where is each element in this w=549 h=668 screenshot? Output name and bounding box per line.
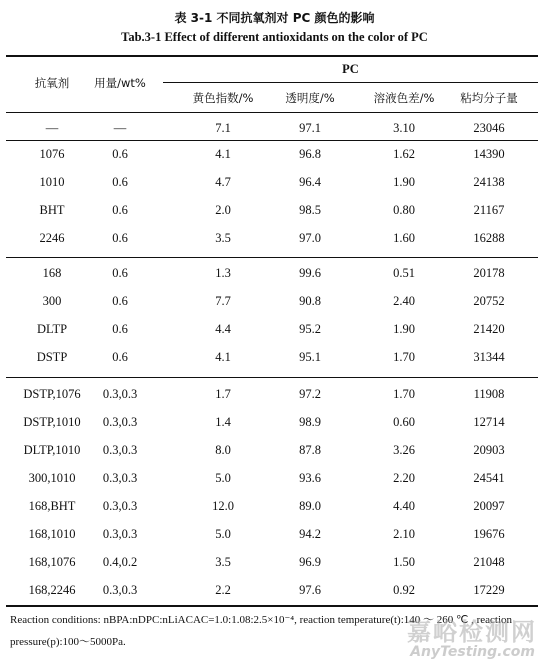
cell-viscosity-mw: 23046 — [473, 121, 505, 135]
cell-color-difference: 1.70 — [393, 387, 415, 401]
cell-transmittance: 96.9 — [299, 555, 321, 569]
cell-antioxidant: DLTP — [36, 322, 68, 336]
cell-color-difference: 1.62 — [393, 147, 415, 161]
cell-color-difference: 1.70 — [393, 350, 415, 364]
table-row — [0, 196, 549, 224]
cell-dosage: 0.6 — [112, 231, 128, 245]
cell-viscosity-mw: 19676 — [473, 527, 505, 541]
group-divider-rule — [6, 140, 538, 141]
cell-transmittance: 97.6 — [299, 583, 321, 597]
cell-transmittance: 95.2 — [299, 322, 321, 336]
table-row — [0, 259, 549, 287]
table-row — [0, 140, 549, 168]
watermark-logo-en: AnyTesting.com — [410, 644, 535, 660]
cell-dosage: 0.6 — [112, 294, 128, 308]
cell-color-difference: 2.40 — [393, 294, 415, 308]
cell-viscosity-mw: 31344 — [473, 350, 505, 364]
cell-color-difference: 2.20 — [393, 471, 415, 485]
cell-yellow-index: 5.0 — [215, 527, 231, 541]
cell-antioxidant: 300,1010 — [28, 471, 76, 485]
cell-antioxidant: 300 — [42, 294, 62, 308]
cell-yellow-index: 2.0 — [215, 203, 231, 217]
table-row — [0, 548, 549, 576]
cell-yellow-index: 3.5 — [215, 555, 231, 569]
cell-dosage: 0.3,0.3 — [102, 415, 138, 429]
cell-viscosity-mw: 24541 — [473, 471, 505, 485]
cell-transmittance: 97.0 — [299, 231, 321, 245]
table-row — [0, 224, 549, 252]
header-transmittance: 透明度/% — [285, 91, 335, 105]
cell-viscosity-mw: 21048 — [473, 555, 505, 569]
cell-dosage: 0.3,0.3 — [102, 387, 138, 401]
cell-dosage: 0.6 — [112, 203, 128, 217]
header-bottom-rule — [6, 112, 538, 113]
table-row — [0, 464, 549, 492]
cell-antioxidant: 2246 — [39, 231, 65, 245]
table-row — [0, 408, 549, 436]
cell-transmittance: 94.2 — [299, 527, 321, 541]
cell-color-difference: 1.90 — [393, 175, 415, 189]
group-divider-rule — [6, 257, 538, 258]
cell-viscosity-mw: 21420 — [473, 322, 505, 336]
cell-transmittance: 87.8 — [299, 443, 321, 457]
cell-viscosity-mw: 20752 — [473, 294, 505, 308]
cell-dosage: 0.4,0.2 — [102, 555, 138, 569]
cell-transmittance: 98.5 — [299, 203, 321, 217]
cell-antioxidant: DSTP,1010 — [23, 415, 81, 429]
cell-antioxidant: DSTP,1076 — [23, 387, 81, 401]
cell-color-difference: 0.60 — [393, 415, 415, 429]
header-pc: PC — [342, 62, 359, 76]
cell-antioxidant: 168 — [42, 266, 62, 280]
table-row — [0, 576, 549, 604]
cell-color-difference: 0.92 — [393, 583, 415, 597]
cell-yellow-index: 7.7 — [215, 294, 231, 308]
cell-viscosity-mw: 12714 — [473, 415, 505, 429]
cell-viscosity-mw: 11908 — [473, 387, 505, 401]
footnote-line-2: pressure(p):100～5000Pa. — [10, 636, 126, 648]
cell-dosage: 0.3,0.3 — [102, 527, 138, 541]
cell-yellow-index: 7.1 — [215, 121, 231, 135]
table-row — [0, 114, 549, 142]
cell-yellow-index: 4.1 — [215, 350, 231, 364]
cell-dosage: 0.6 — [112, 322, 128, 336]
cell-transmittance: 99.6 — [299, 266, 321, 280]
cell-dosage: 0.3,0.3 — [102, 499, 138, 513]
cell-color-difference: 1.50 — [393, 555, 415, 569]
watermark-logo-cn: 嘉峪检测网 — [407, 618, 537, 646]
cell-color-difference: 1.90 — [393, 322, 415, 336]
cell-viscosity-mw: 24138 — [473, 175, 505, 189]
table-row — [0, 343, 549, 371]
cell-antioxidant: 1076 — [39, 147, 65, 161]
cell-dosage: — — [113, 121, 127, 135]
table-title-english: Tab.3-1 Effect of different antioxidants on the color of PC — [121, 30, 428, 44]
table-row — [0, 380, 549, 408]
cell-dosage: 0.3,0.3 — [102, 583, 138, 597]
cell-transmittance: 90.8 — [299, 294, 321, 308]
cell-antioxidant: — — [45, 121, 59, 135]
cell-color-difference: 3.26 — [393, 443, 415, 457]
cell-viscosity-mw: 17229 — [473, 583, 505, 597]
group-divider-rule — [6, 377, 538, 378]
cell-viscosity-mw: 20903 — [473, 443, 505, 457]
cell-yellow-index: 2.2 — [215, 583, 231, 597]
cell-color-difference: 4.40 — [393, 499, 415, 513]
cell-dosage: 0.6 — [112, 266, 128, 280]
footnote-line-1: Reaction conditions: nBPA:nDPC:nLiACAC=1.0:1.08:2.5×10⁻⁴, reaction temperature(t):140 ～ 260 ℃ , reaction — [10, 614, 513, 626]
cell-yellow-index: 12.0 — [212, 499, 234, 513]
cell-transmittance: 89.0 — [299, 499, 321, 513]
cell-transmittance: 98.9 — [299, 415, 321, 429]
top-rule — [6, 55, 538, 57]
cell-yellow-index: 1.4 — [215, 415, 231, 429]
header-color-difference: 溶液色差/% — [373, 91, 435, 105]
cell-color-difference: 1.60 — [393, 231, 415, 245]
cell-yellow-index: 1.7 — [215, 387, 231, 401]
cell-antioxidant: BHT — [39, 203, 65, 217]
cell-transmittance: 97.2 — [299, 387, 321, 401]
table-row — [0, 315, 549, 343]
cell-dosage: 0.6 — [112, 147, 128, 161]
cell-transmittance: 96.8 — [299, 147, 321, 161]
cell-dosage: 0.6 — [112, 350, 128, 364]
bottom-rule — [6, 605, 538, 607]
table-row — [0, 287, 549, 315]
table-row — [0, 168, 549, 196]
cell-yellow-index: 5.0 — [215, 471, 231, 485]
cell-color-difference: 0.80 — [393, 203, 415, 217]
table-row — [0, 436, 549, 464]
cell-yellow-index: 4.4 — [215, 322, 231, 336]
table-title-chinese: 表 3-1 不同抗氧剂对 PC 颜色的影响 — [174, 11, 375, 25]
table-row — [0, 520, 549, 548]
cell-yellow-index: 4.1 — [215, 147, 231, 161]
cell-transmittance: 97.1 — [299, 121, 321, 135]
cell-yellow-index: 1.3 — [215, 266, 231, 280]
cell-viscosity-mw: 21167 — [473, 203, 505, 217]
cell-antioxidant: DSTP — [36, 350, 68, 364]
cell-antioxidant: 168,2246 — [28, 583, 76, 597]
cell-transmittance: 93.6 — [299, 471, 321, 485]
cell-viscosity-mw: 20178 — [473, 266, 505, 280]
cell-color-difference: 3.10 — [393, 121, 415, 135]
cell-viscosity-mw: 14390 — [473, 147, 505, 161]
header-antioxidant: 抗氧剂 — [34, 76, 70, 90]
cell-yellow-index: 8.0 — [215, 443, 231, 457]
pc-header-rule — [163, 82, 538, 83]
header-yellow-index: 黄色指数/% — [192, 91, 254, 105]
header-dosage: 用量/wt% — [94, 76, 146, 90]
cell-dosage: 0.3,0.3 — [102, 471, 138, 485]
cell-antioxidant: DLTP,1010 — [23, 443, 81, 457]
cell-yellow-index: 3.5 — [215, 231, 231, 245]
cell-dosage: 0.3,0.3 — [102, 443, 138, 457]
header-viscosity-mw: 粘均分子量 — [460, 91, 518, 105]
cell-antioxidant: 168,BHT — [28, 499, 76, 513]
cell-antioxidant: 1010 — [39, 175, 65, 189]
cell-viscosity-mw: 16288 — [473, 231, 505, 245]
cell-color-difference: 2.10 — [393, 527, 415, 541]
cell-transmittance: 95.1 — [299, 350, 321, 364]
cell-viscosity-mw: 20097 — [473, 499, 505, 513]
cell-antioxidant: 168,1010 — [28, 527, 76, 541]
cell-dosage: 0.6 — [112, 175, 128, 189]
cell-color-difference: 0.51 — [393, 266, 415, 280]
cell-antioxidant: 168,1076 — [28, 555, 76, 569]
cell-yellow-index: 4.7 — [215, 175, 231, 189]
cell-transmittance: 96.4 — [299, 175, 321, 189]
table-row — [0, 492, 549, 520]
